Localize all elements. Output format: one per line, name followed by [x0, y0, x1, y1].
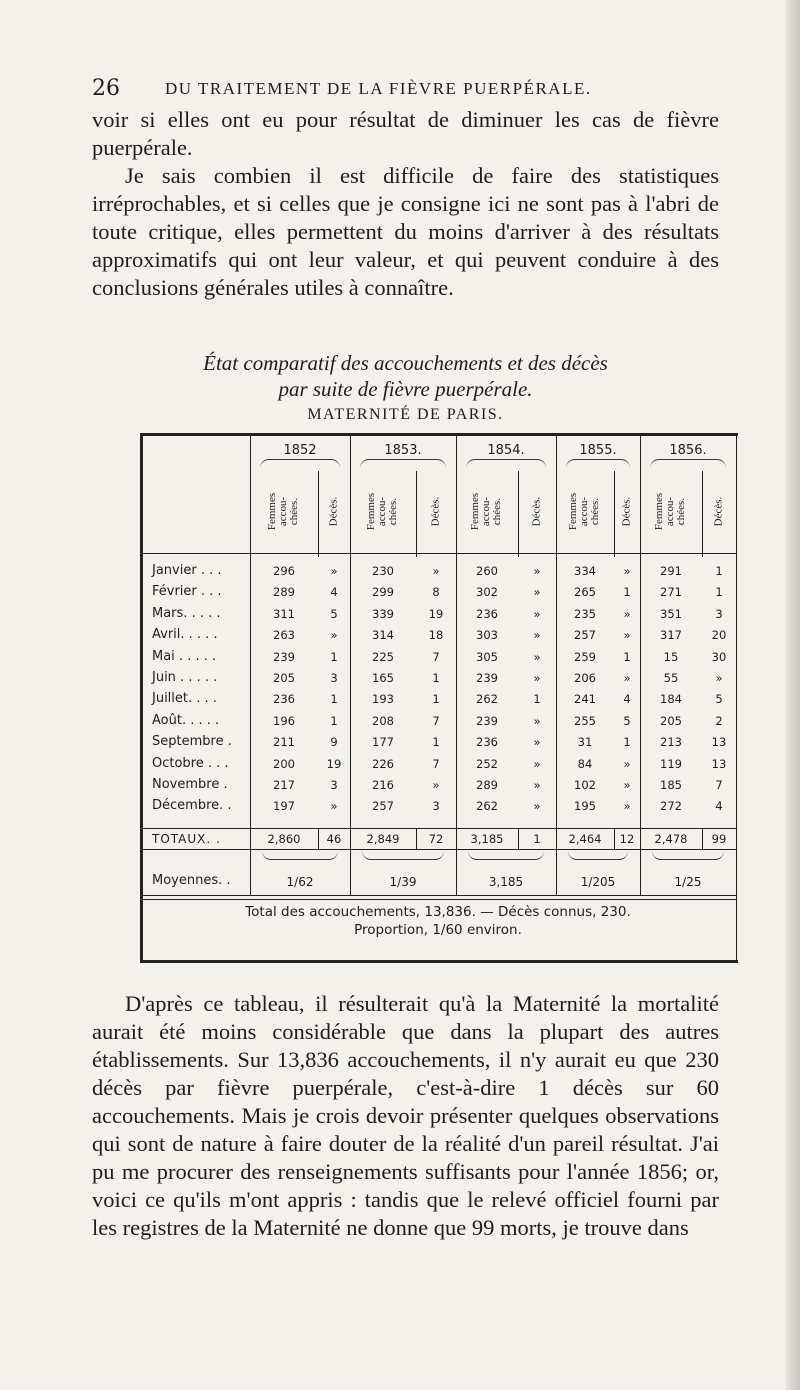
women-cell: 225 — [372, 649, 394, 664]
month-label: Février . . . — [152, 584, 222, 600]
total-women-cell: 3,185 — [470, 832, 504, 846]
col-deaths-label: Décès. — [327, 496, 340, 526]
means-brace — [652, 851, 724, 860]
total-top-rule — [143, 895, 736, 896]
month-label: Janvier . . . — [152, 563, 222, 578]
deaths-cell: 5 — [330, 606, 338, 621]
year-header: 1853. — [384, 443, 422, 458]
year-header: 1854. — [487, 443, 525, 458]
year-brace — [650, 459, 726, 468]
table-total-note — [148, 903, 728, 959]
women-cell: 102 — [574, 778, 596, 792]
total-proportion: Proportion, 1/60 environ. — [354, 922, 522, 938]
table-top-rule — [140, 433, 738, 436]
conclusion-text: D'après ce tableau, il résulterait qu'à la Maternité la mortalité aurait été moins considérable que dans la plupart des autres établissements. Sur 13,836 accouchements, il n'y aurait eu que 230 décès par fièvre puerpérale, c'est-à-dire 1 décès sur 60 accouchements. Mais je crois devoir présenter quelques observations qui sont de nature à faire douter de la réalité d'un pareil résultat. J'ai pu me procurer des renseignements suffisants pour l'année 1856; or, voici ce qu'ils m'ont appris : tandis que le relevé officiel fourni par les registres de la Maternité ne donne que 99 morts, je trouve dans — [92, 991, 719, 1240]
deaths-cell: 1 — [330, 649, 338, 664]
month-label: Avril. . . . . — [152, 627, 218, 643]
deaths-cell: 5 — [623, 713, 631, 728]
deaths-cell: » — [533, 649, 541, 664]
women-cell: 259 — [574, 649, 596, 664]
women-cell: 31 — [577, 735, 593, 750]
conclusion-paragraph — [92, 990, 719, 1242]
women-cell: 339 — [372, 606, 394, 621]
statistics-table — [140, 433, 738, 963]
means-brace — [468, 851, 544, 860]
col-women-header — [353, 473, 413, 549]
month-label: Mars. . . . . — [152, 605, 221, 621]
deaths-cell: 1 — [623, 585, 631, 600]
year-brace — [260, 459, 340, 468]
statistics-paragraph: Je sais combien il est difficile de faire des statistiques irréprochables, et si celles que je consigne ici ne sont pas à l'abri de toute critique, elles permettent du moins d'arriver à des résultats approximatifs qui ont leur valeur, et qui peuvent conduire à des conclusions générales utiles à connaître. — [92, 163, 719, 300]
deaths-cell: » — [533, 628, 541, 643]
women-cell: 216 — [372, 778, 394, 792]
deaths-cell: » — [330, 799, 338, 814]
women-cell: 197 — [273, 799, 295, 814]
deaths-cell: » — [623, 671, 631, 685]
women-cell: 84 — [577, 756, 593, 771]
col-women-label: Femmes accou- chées. — [567, 492, 602, 530]
totals-label: TOTAUX. . — [152, 832, 221, 846]
table-bottom-rule — [140, 960, 738, 963]
subcol-sep — [702, 828, 703, 849]
women-cell: 200 — [273, 756, 295, 771]
women-cell: 334 — [574, 564, 596, 578]
women-cell: 299 — [372, 585, 394, 600]
women-cell: 311 — [273, 606, 295, 621]
women-cell: 15 — [663, 649, 679, 664]
deaths-cell: 20 — [711, 628, 727, 643]
means-brace — [362, 851, 444, 860]
mean-value: 1/62 — [286, 875, 314, 889]
page-number: 26 — [92, 76, 120, 101]
year-brace — [360, 459, 446, 468]
deaths-cell: 3 — [715, 606, 723, 621]
deaths-cell: » — [623, 778, 631, 792]
total-women-cell: 2,849 — [366, 832, 400, 846]
total-women-cell: 2,860 — [267, 832, 301, 846]
women-cell: 55 — [663, 671, 679, 685]
women-cell: 185 — [660, 778, 682, 792]
deaths-cell: 1 — [533, 692, 541, 707]
women-cell: 241 — [574, 692, 596, 707]
month-label: Septembre . — [152, 734, 232, 750]
women-cell: 208 — [372, 713, 394, 728]
women-cell: 217 — [273, 778, 295, 792]
deaths-cell: 4 — [715, 799, 723, 814]
women-cell: 226 — [372, 756, 394, 771]
col-women-label: Femmes accou- chées. — [469, 492, 504, 530]
deaths-cell: » — [623, 799, 631, 814]
year-header: 1856. — [669, 443, 707, 458]
women-cell: 291 — [660, 564, 682, 578]
women-cell: 263 — [273, 628, 295, 643]
women-cell: 255 — [574, 713, 596, 728]
deaths-cell: 2 — [715, 713, 723, 728]
women-cell: 206 — [574, 671, 596, 685]
deaths-cell: 4 — [623, 692, 631, 707]
deaths-cell: » — [533, 778, 541, 792]
women-cell: 271 — [660, 585, 682, 600]
deaths-cell: 3 — [432, 799, 440, 814]
women-cell: 235 — [574, 606, 596, 621]
women-cell: 119 — [660, 756, 682, 771]
women-cell: 262 — [476, 692, 498, 707]
deaths-cell: » — [623, 628, 631, 643]
deaths-cell: 7 — [432, 713, 440, 728]
total-top-rule-2 — [143, 899, 736, 900]
women-cell: 230 — [372, 564, 394, 578]
women-cell: 177 — [372, 735, 394, 750]
month-label: Juillet. . . . — [152, 691, 217, 707]
deaths-cell: 1 — [623, 649, 631, 664]
col-deaths-header — [689, 473, 749, 549]
deaths-cell: 4 — [330, 585, 338, 600]
year-brace — [466, 459, 546, 468]
subcol-sep — [416, 828, 417, 849]
means-brace — [262, 851, 338, 860]
col-deaths-label: Décès. — [530, 496, 543, 526]
deaths-cell: » — [533, 735, 541, 750]
running-header — [92, 76, 712, 106]
women-cell: 239 — [273, 649, 295, 664]
mean-value: 1/25 — [674, 875, 702, 889]
women-cell: 302 — [476, 585, 498, 600]
deaths-cell: » — [533, 799, 541, 814]
month-label: Décembre. . — [152, 798, 232, 814]
intro-paragraph — [92, 106, 719, 302]
deaths-cell: 13 — [711, 756, 727, 771]
deaths-cell: 13 — [711, 735, 727, 750]
year-header: 1852 — [283, 443, 317, 458]
women-cell: 289 — [273, 585, 295, 600]
deaths-cell: 1 — [623, 735, 631, 750]
deaths-cell: 18 — [428, 628, 444, 643]
deaths-cell: » — [432, 778, 440, 792]
deaths-cell: 1 — [432, 692, 440, 707]
women-cell: 236 — [273, 692, 295, 707]
deaths-cell: » — [533, 756, 541, 771]
means-label: Moyennes. . — [152, 873, 231, 888]
women-cell: 211 — [273, 735, 295, 750]
totals-rule — [143, 828, 736, 829]
deaths-cell: » — [533, 564, 541, 578]
deaths-cell: 3 — [330, 671, 338, 685]
header-bottom-rule — [143, 553, 736, 554]
col-women-label: Femmes accou- chées. — [266, 492, 301, 530]
deaths-cell: » — [432, 564, 440, 578]
col-women-label: Femmes accou- chées. — [653, 492, 688, 530]
women-cell: 205 — [660, 713, 682, 728]
month-label: Novembre . — [152, 777, 228, 792]
deaths-cell: 1 — [330, 713, 338, 728]
total-women-cell: 2,478 — [654, 832, 688, 846]
deaths-cell: 1 — [330, 692, 338, 707]
total-deaths-cell: 72 — [428, 832, 444, 846]
women-cell: 351 — [660, 606, 682, 621]
month-label: Août. . . . . — [152, 712, 220, 728]
deaths-cell: 1 — [432, 735, 440, 750]
month-label: Octobre . . . — [152, 755, 229, 771]
women-cell: 303 — [476, 628, 498, 643]
means-rule — [143, 849, 736, 850]
deaths-cell: 19 — [326, 756, 342, 771]
total-women-cell: 2,464 — [568, 832, 602, 846]
deaths-cell: » — [623, 564, 631, 578]
mean-value: 3,185 — [488, 875, 524, 889]
women-cell: 205 — [273, 671, 295, 685]
month-label: Juin . . . . . — [152, 670, 218, 685]
deaths-cell: 7 — [432, 649, 440, 664]
total-deaths-cell: 1 — [533, 832, 541, 846]
deaths-cell: » — [623, 606, 631, 621]
women-cell: 184 — [660, 692, 682, 707]
total-deaths-cell: 12 — [619, 832, 635, 846]
women-cell: 272 — [660, 799, 682, 814]
deaths-cell: » — [533, 671, 541, 685]
deaths-cell: 1 — [715, 564, 723, 578]
women-cell: 236 — [476, 606, 498, 621]
women-cell: 252 — [476, 756, 498, 771]
women-cell: 193 — [372, 692, 394, 707]
deaths-cell: 19 — [428, 606, 444, 621]
intro-line-1: voir si elles ont eu pour résultat de diminuer les cas de fièvre — [92, 107, 719, 132]
women-cell: 236 — [476, 735, 498, 750]
col-deaths-label: Décès. — [712, 496, 725, 526]
table-title — [92, 350, 719, 402]
deaths-cell: » — [623, 756, 631, 771]
mean-value: 1/205 — [580, 875, 616, 889]
women-cell: 257 — [372, 799, 394, 814]
table-left-rule — [140, 433, 143, 963]
deaths-cell: » — [330, 628, 338, 643]
deaths-cell: » — [330, 564, 338, 578]
deaths-cell: 8 — [432, 585, 440, 600]
women-cell: 260 — [476, 564, 498, 578]
deaths-cell: » — [533, 585, 541, 600]
month-label: Mai . . . . . — [152, 648, 217, 664]
deaths-cell: » — [533, 606, 541, 621]
women-cell: 239 — [476, 713, 498, 728]
women-cell: 262 — [476, 799, 498, 814]
col-sep — [250, 436, 251, 895]
table-title-line-1: État comparatif des accouchements et des décès — [203, 351, 608, 375]
means-brace — [568, 851, 628, 860]
deaths-cell: 5 — [715, 692, 723, 707]
col-women-label: Femmes accou- chées. — [365, 492, 400, 530]
page-edge — [786, 0, 800, 1390]
women-cell: 296 — [273, 564, 295, 578]
deaths-cell: 1 — [715, 585, 723, 600]
women-cell: 239 — [476, 671, 498, 685]
women-cell: 305 — [476, 649, 498, 664]
women-cell: 195 — [574, 799, 596, 814]
intro-line-2: puerpérale. — [92, 135, 193, 160]
deaths-cell: 9 — [330, 735, 338, 750]
women-cell: 265 — [574, 585, 596, 600]
deaths-cell: » — [533, 713, 541, 728]
women-cell: 213 — [660, 735, 682, 750]
deaths-cell: 3 — [330, 778, 338, 792]
deaths-cell: 1 — [432, 671, 440, 685]
women-cell: 289 — [476, 778, 498, 792]
women-cell: 317 — [660, 628, 682, 643]
col-deaths-label: Décès. — [620, 496, 633, 526]
running-title: DU TRAITEMENT DE LA FIÈVRE PUERPÉRALE. — [165, 79, 592, 98]
subcol-sep — [518, 828, 519, 849]
mean-value: 1/39 — [389, 875, 417, 889]
year-brace — [566, 459, 630, 468]
total-deaths-cell: 46 — [326, 832, 342, 846]
deaths-cell: 30 — [711, 649, 727, 664]
deaths-cell: 7 — [715, 778, 723, 792]
total-deaths-cell: 99 — [711, 832, 727, 846]
table-subtitle: MATERNITÉ DE PARIS. — [307, 406, 504, 423]
table-title-line-2: par suite de fièvre puerpérale. — [278, 377, 533, 401]
women-cell: 196 — [273, 713, 295, 728]
women-cell: 165 — [372, 671, 394, 685]
col-deaths-label: Décès. — [429, 496, 442, 526]
deaths-cell: 7 — [432, 756, 440, 771]
total-births-deaths: Total des accouchements, 13,836. — Décès connus, 230. — [245, 904, 631, 920]
women-cell: 314 — [372, 628, 394, 643]
women-cell: 257 — [574, 628, 596, 643]
year-header: 1855. — [579, 443, 617, 458]
deaths-cell: » — [715, 671, 723, 685]
